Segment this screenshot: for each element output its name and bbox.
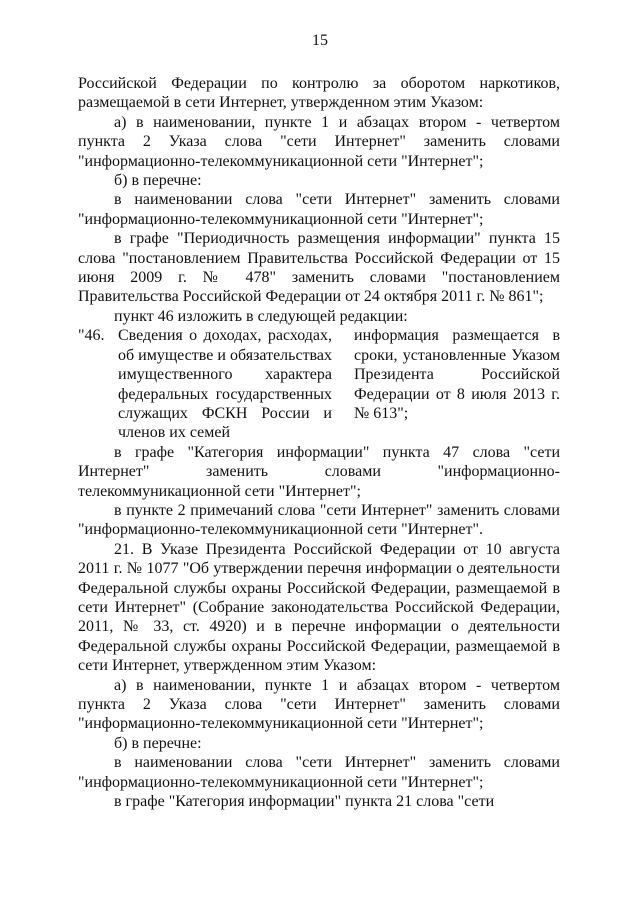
paragraph: в графе "Периодичность размещения информации" пункта 15 слова "постановлением Правительства Российской Федерации от 15 июня 2009 г. № 478" заменить словами "постановлением Правительства Российской Федерации от 24 октября 2011 г. № 861"; (78, 230, 560, 306)
paragraph: в наименовании слова "сети Интернет" заменить словами "информационно-телекоммуникационной сети "Интернет"; (78, 191, 560, 228)
page-number: 15 (312, 32, 328, 49)
paragraph: а) в наименовании, пункте 1 и абзацах втором - четвертом пункта 2 Указа слова "сети Интернет" заменить словами "информационно-телекоммуникационной сети "Интернет"; (78, 676, 560, 733)
paragraph: в графе "Категория информации" пункта 47 слова "сети Интернет" заменить словами "информационно-телекоммуникационной сети "Интернет"; (78, 443, 560, 500)
paragraph: пункт 46 изложить в следующей редакции: (114, 307, 408, 325)
paragraph: б) в перечне: (114, 734, 202, 752)
document-body (78, 74, 560, 811)
paragraph: Российской Федерации по контролю за оборотом наркотиков, размещаемой в сети Интернет, утвержденном этим Указом: (78, 75, 560, 112)
paragraph-group-bottom (78, 443, 560, 812)
item-46-number: "46. (78, 327, 105, 345)
item-46-periodicity: информация размещается в сроки, установленные Указом Президента Российской Федерации от 8 июля 2013 г. № 613"; (354, 327, 560, 422)
paragraph-group-top (78, 74, 560, 326)
paragraph: в наименовании слова "сети Интернет" заменить словами "информационно-телекоммуникационной сети "Интернет"; (78, 754, 560, 791)
paragraph: в пункте 2 примечаний слова "сети Интернет" заменить словами "информационно-телекоммуникационной сети "Интернет". (78, 501, 560, 539)
paragraph: в графе "Категория информации" пункта 21 слова "сети (114, 793, 495, 811)
paragraph: а) в наименовании, пункте 1 и абзацах втором - четвертом пункта 2 Указа слова "сети Интернет" заменить словами "информационно-телекоммуникационной сети "Интернет"; (78, 113, 560, 170)
item-46-row (78, 326, 560, 442)
paragraph: 21. В Указе Президента Российской Федерации от 10 августа 2011 г. № 1077 "Об утверждении перечня информации о деятельности Федеральной службы охраны Российской Федерации, размещаемой в сети Интернет" (Собрание законодательства Российской Федерации, 2011, № 33, ст. 4920) и в перечне информации о деятельности Федеральной службы охраны Российской Федерации, размещаемой в сети Интернет, утвержденном этим Указом: (78, 540, 560, 675)
paragraph: б) в перечне: (114, 172, 202, 190)
item-46-description: Сведения о доходах, расходах, об имуществе и обязательствах имущественного характера федеральных государственных служащих ФСКН России и членов их семей (118, 327, 332, 442)
